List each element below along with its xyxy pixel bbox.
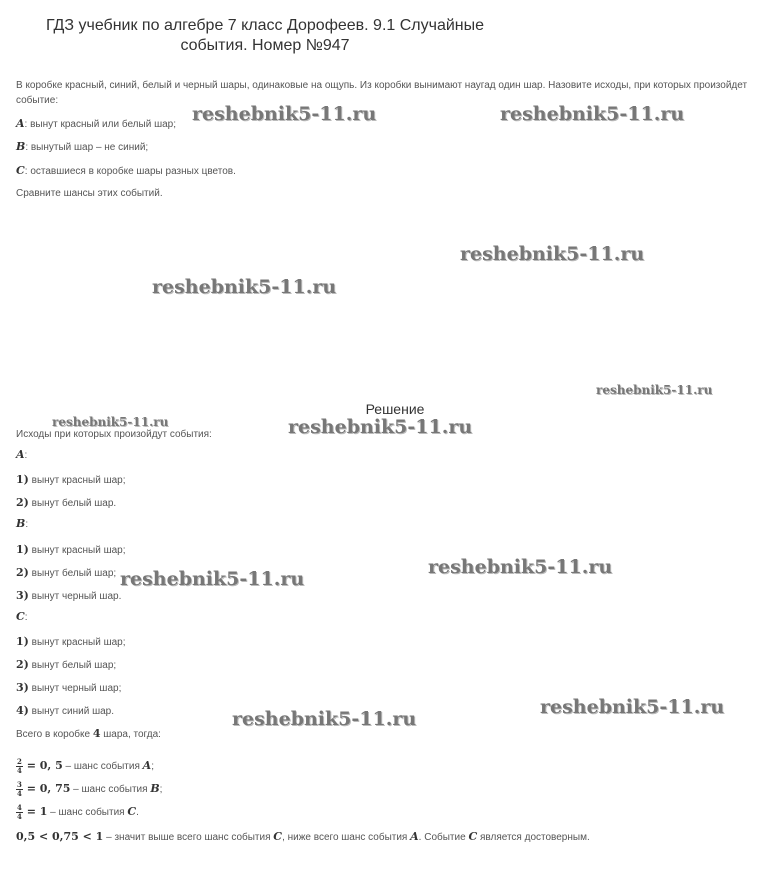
chance-var: B: [150, 782, 160, 795]
chance-value: = 0, 5: [22, 759, 63, 772]
list-item: [16, 497, 116, 510]
total-count: 4: [92, 727, 101, 740]
group-c-colon: :: [24, 612, 28, 623]
conclusion-line: [16, 831, 590, 844]
conclusion-text: – значит выше всего шанс события: [103, 832, 274, 843]
watermark: reshebnik5-11.ru: [52, 415, 169, 429]
event-b-line: [16, 141, 148, 154]
chance-a-line: [16, 757, 154, 776]
watermark: reshebnik5-11.ru: [428, 556, 613, 578]
item-text: вынут черный шар;: [28, 683, 122, 694]
chance-end: ;: [159, 784, 163, 795]
var-b: B: [16, 140, 26, 153]
list-item: [16, 705, 114, 718]
event-a-line: [16, 118, 176, 131]
group-b-colon: :: [25, 519, 29, 530]
chance-b-line: [16, 780, 162, 799]
page-title: ГДЗ учебник по алгебре 7 класс Дорофеев. 9.1 Случайные события. Номер №947: [45, 17, 485, 54]
watermark: reshebnik5-11.ru: [500, 103, 685, 125]
chance-text: – шанс события: [47, 807, 128, 818]
list-item: [16, 567, 116, 580]
total-line: [16, 728, 161, 741]
item-text: вынут красный шар;: [28, 545, 126, 556]
conclusion-var: A: [410, 830, 419, 843]
watermark: reshebnik5-11.ru: [288, 416, 473, 438]
item-text: вынут красный шар;: [28, 475, 126, 486]
watermark: reshebnik5-11.ru: [232, 708, 417, 730]
watermark: reshebnik5-11.ru: [540, 696, 725, 718]
group-a-header: [16, 449, 27, 462]
group-a-colon: :: [24, 450, 28, 461]
fraction-denominator: 4: [17, 788, 22, 798]
fraction-numerator: 4: [17, 802, 22, 812]
item-text: вынут белый шар.: [28, 498, 117, 509]
event-b-text: : вынутый шар – не синий;: [25, 142, 149, 153]
event-c-line: [16, 165, 236, 178]
item-text: вынут черный шар.: [28, 591, 122, 602]
item-text: вынут синий шар.: [28, 706, 115, 717]
item-number: 2): [16, 566, 29, 579]
fraction-denominator: 4: [17, 811, 22, 821]
group-b-var: B: [16, 517, 26, 530]
chance-text: – шанс события: [62, 761, 143, 772]
item-number: 3): [16, 681, 29, 694]
chance-text: – шанс события: [70, 784, 151, 795]
item-number: 3): [16, 589, 29, 602]
item-number: 1): [16, 543, 29, 556]
conclusion-text: , ниже всего шанс события: [282, 832, 411, 843]
solution-heading: Решение: [365, 401, 425, 417]
chance-value: = 1: [22, 805, 48, 818]
event-a-text: : вынут красный или белый шар;: [24, 119, 176, 130]
watermark: reshebnik5-11.ru: [460, 243, 645, 265]
list-item: [16, 682, 121, 695]
solution-intro: Исходы при которых произойдут события:: [16, 429, 212, 440]
question-intro: В коробке красный, синий, белый и черный шары, одинаковые на ощупь. Из коробки вынимают наугад один шар. Назовите исходы, при которых произойдет событие:: [16, 80, 748, 106]
list-item: [16, 590, 121, 603]
compare-line: Сравните шансы этих событий.: [16, 188, 163, 199]
var-a: A: [16, 117, 25, 130]
chance-end: ;: [151, 761, 154, 772]
item-number: 1): [16, 635, 29, 648]
event-c-text: : оставшиеся в коробке шары разных цветов.: [24, 166, 236, 177]
chance-c-line: [16, 803, 139, 822]
list-item: [16, 474, 126, 487]
list-item: [16, 659, 116, 672]
conclusion-text: является достоверным.: [477, 832, 590, 843]
fraction: [16, 781, 23, 798]
watermark: reshebnik5-11.ru: [120, 568, 305, 590]
conclusion-var: C: [468, 830, 478, 843]
chance-var: C: [127, 805, 137, 818]
list-item: [16, 544, 126, 557]
item-text: вынут красный шар;: [28, 637, 126, 648]
fraction-denominator: 4: [17, 765, 22, 775]
fraction: [16, 758, 23, 775]
watermark: reshebnik5-11.ru: [152, 276, 337, 298]
fraction-numerator: 2: [17, 756, 22, 766]
var-c: C: [16, 164, 25, 177]
group-c-header: [16, 611, 28, 624]
total-suffix: шара, тогда:: [100, 729, 161, 740]
item-text: вынут белый шар;: [28, 660, 117, 671]
item-number: 4): [16, 704, 29, 717]
chance-var: A: [142, 759, 152, 772]
watermark: reshebnik5-11.ru: [192, 103, 377, 125]
group-b-header: [16, 518, 28, 531]
fraction: [16, 804, 23, 821]
item-number: 2): [16, 496, 29, 509]
item-number: 1): [16, 473, 29, 486]
chance-value: = 0, 75: [22, 782, 71, 795]
group-c-var: C: [16, 610, 25, 623]
item-number: 2): [16, 658, 29, 671]
conclusion-text: . Событие: [418, 832, 469, 843]
group-a-var: A: [16, 448, 25, 461]
conclusion-inequality: 0,5 < 0,75 < 1: [16, 830, 104, 843]
watermark: reshebnik5-11.ru: [596, 383, 713, 397]
total-prefix: Всего в коробке: [16, 729, 93, 740]
chance-end: .: [136, 807, 139, 818]
list-item: [16, 636, 126, 649]
conclusion-var: C: [273, 830, 283, 843]
fraction-numerator: 3: [17, 779, 22, 789]
item-text: вынут белый шар;: [28, 568, 117, 579]
